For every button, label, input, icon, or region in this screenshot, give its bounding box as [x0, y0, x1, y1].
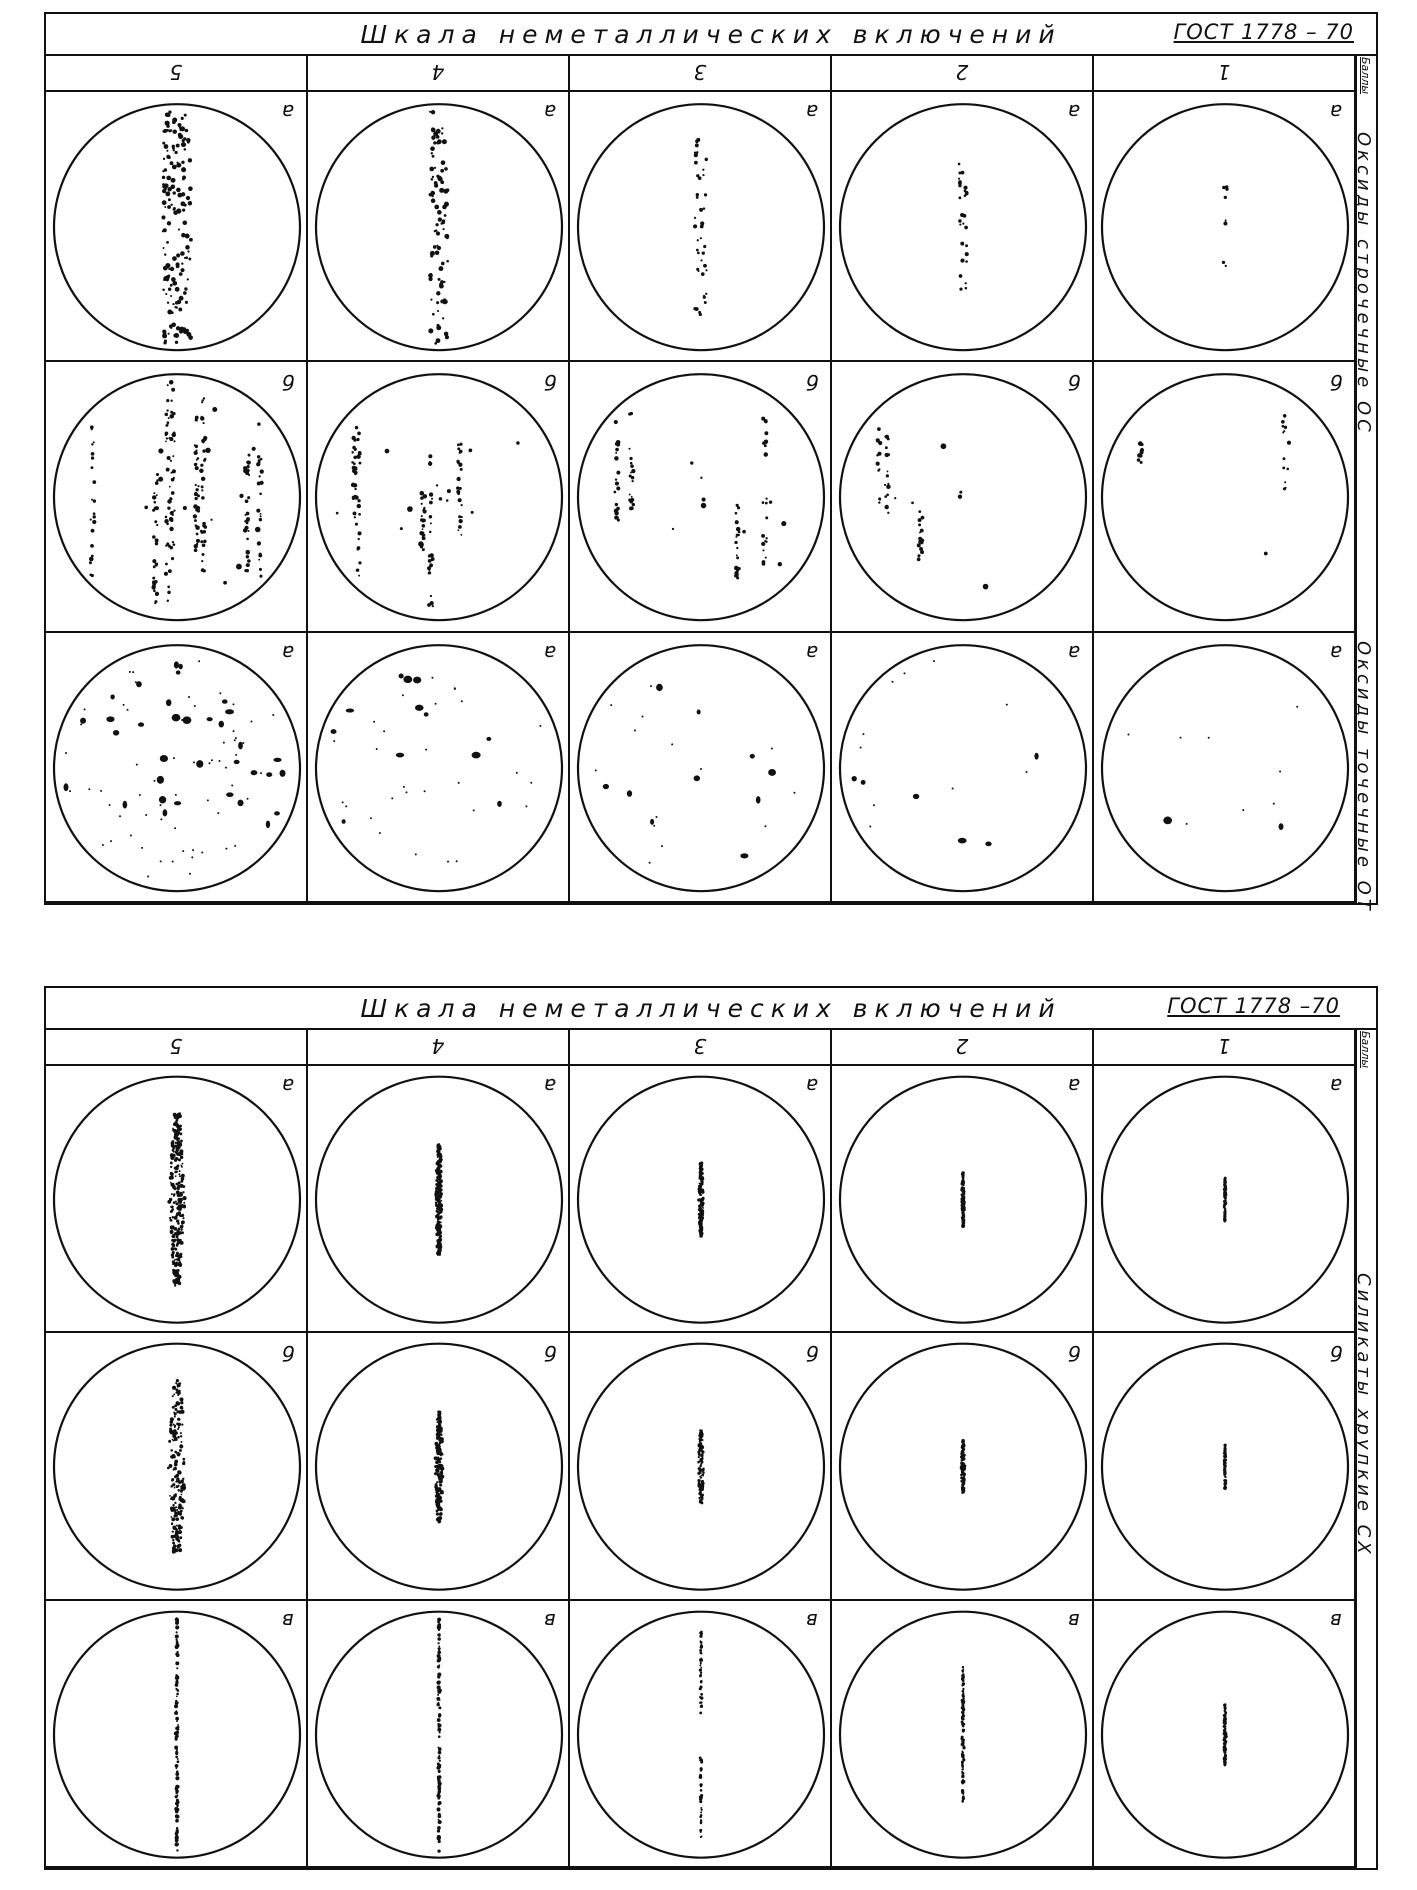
inclusions [167, 1112, 186, 1286]
row-letter: в [1330, 1608, 1342, 1633]
inclusions [331, 673, 542, 862]
row-letter: а [1329, 640, 1342, 665]
field-circle [578, 374, 824, 620]
microscope-field [46, 633, 308, 903]
specimen-cell [1094, 633, 1356, 903]
specimen-cell [570, 362, 832, 632]
specimen-cell [832, 1333, 1094, 1600]
column-header [570, 1028, 832, 1066]
row-letter: а [805, 1074, 818, 1098]
title-row [46, 14, 1376, 56]
specimen-cell [46, 1066, 308, 1333]
field-circle [840, 374, 1086, 620]
grades-label: Баллы [1359, 1031, 1372, 1069]
inclusions [693, 138, 708, 316]
row-letter: б [1067, 370, 1080, 395]
microscope-field [570, 1333, 832, 1600]
specimen-cell [1094, 92, 1356, 362]
inclusion-type-label: Оксиды точечные ОТ [1353, 640, 1374, 914]
microscope-field [308, 633, 570, 903]
microscope-field [46, 92, 308, 362]
specimen-cell [832, 92, 1094, 362]
inclusions [336, 426, 520, 607]
inclusions [434, 1411, 445, 1524]
microscope-field [570, 1066, 832, 1333]
inclusion-scale-sheet [44, 12, 1378, 914]
microscope-field [46, 362, 308, 632]
inclusions [960, 1439, 967, 1494]
microscope-field [308, 1066, 570, 1333]
microscope-field [308, 1601, 570, 1868]
specimen-cell [832, 1601, 1094, 1868]
column-header [308, 54, 570, 92]
inclusion-type-label: Силикаты хрупкие СХ [1353, 1273, 1374, 1558]
row-letter: а [805, 640, 818, 665]
inclusion-type-label: Оксиды строчечные ОС [1353, 132, 1374, 436]
specimen-cell [832, 362, 1094, 632]
specimen-cell [832, 633, 1094, 903]
microscope-field [1094, 362, 1356, 632]
sheet-title: Шкала неметаллических включений [360, 20, 1062, 49]
specimen-cell [46, 1333, 308, 1600]
row-letter: в [1068, 1608, 1080, 1633]
inclusions [174, 1617, 180, 1851]
microscope-field [1094, 1601, 1356, 1868]
row-letter: а [281, 1074, 294, 1098]
microscope-field [308, 92, 570, 362]
inclusions [960, 1666, 965, 1803]
microscope-field [46, 1066, 308, 1333]
grades-label: Баллы [1359, 57, 1372, 95]
inclusions [1222, 185, 1229, 267]
specimen-cell [46, 1601, 308, 1868]
field-circle [1102, 374, 1348, 620]
column-header [308, 1028, 570, 1066]
inclusions [958, 163, 969, 291]
microscope-field [1094, 1066, 1356, 1333]
field-circle [54, 104, 300, 350]
microscope-field [832, 92, 1094, 362]
specimen-cell [308, 633, 570, 903]
specimen-cell [1094, 1601, 1356, 1868]
microscope-field [832, 1066, 1094, 1333]
field-circle [840, 104, 1086, 350]
microscope-field [1094, 1333, 1356, 1600]
grade-number: 4 [431, 60, 445, 84]
microscope-field [308, 1333, 570, 1600]
specimen-cell [570, 633, 832, 903]
specimen-cell [46, 362, 308, 632]
gost-label: ГОСТ 1778 –70 [1167, 994, 1340, 1018]
field-circle [840, 1608, 1086, 1857]
field-circle [840, 645, 1086, 891]
inclusions [699, 1630, 704, 1837]
field-circle [1102, 645, 1348, 891]
grade-number: 4 [431, 1034, 445, 1058]
inclusions [876, 428, 989, 590]
row-letter: а [1329, 1074, 1342, 1098]
microscope-field [832, 1333, 1094, 1600]
inclusions [161, 110, 193, 344]
grade-number: 2 [955, 1034, 969, 1058]
specimen-cell [308, 362, 570, 632]
column-header [46, 1028, 308, 1066]
specimen-cell [308, 1066, 570, 1333]
grade-number: 1 [1217, 60, 1231, 84]
specimen-cell [832, 1066, 1094, 1333]
specimen-cell [46, 92, 308, 362]
row-letter: б [543, 370, 556, 395]
row-letter: а [1067, 100, 1080, 124]
field-circle [54, 1077, 300, 1323]
row-letter: в [544, 1608, 556, 1633]
row-letter: а [805, 100, 818, 124]
row-letter: б [1329, 370, 1342, 395]
inclusions [434, 1143, 443, 1256]
specimen-cell [308, 1601, 570, 1868]
row-letter: а [543, 1074, 556, 1098]
grade-number: 3 [693, 1034, 707, 1058]
column-header [46, 54, 308, 92]
inclusions [167, 1379, 186, 1554]
specimen-cell [570, 92, 832, 362]
microscope-field [46, 1333, 308, 1600]
row-letter: а [543, 100, 556, 124]
inclusions [89, 380, 264, 604]
row-letter: а [281, 640, 294, 665]
microscope-field [1094, 633, 1356, 903]
row-letter: в [806, 1608, 818, 1633]
field-circle [54, 645, 300, 891]
microscope-field [832, 633, 1094, 903]
column-header [832, 54, 1094, 92]
grade-number: 3 [693, 60, 707, 84]
row-letter: а [1329, 100, 1342, 124]
row-letter: б [543, 1341, 556, 1366]
field-circle [316, 645, 562, 891]
microscope-field [570, 1601, 832, 1868]
microscope-field [570, 92, 832, 362]
column-header [570, 54, 832, 92]
microscope-field [832, 1601, 1094, 1868]
row-letter: б [805, 370, 818, 395]
specimen-cell [46, 633, 308, 903]
inclusions [1223, 1444, 1227, 1490]
inclusions [595, 683, 796, 863]
specimen-cell [570, 1066, 832, 1333]
inclusions [697, 1161, 705, 1237]
title-row [46, 988, 1376, 1030]
side-label-column [1353, 54, 1376, 914]
inclusions [436, 1617, 441, 1852]
specimen-cell [570, 1601, 832, 1868]
grade-number: 2 [955, 60, 969, 84]
microscope-field [570, 362, 832, 632]
microscope-field [1094, 92, 1356, 362]
inclusions [428, 110, 449, 345]
grade-number: 5 [169, 1034, 183, 1058]
microscope-field [46, 1601, 308, 1868]
specimen-cell [308, 92, 570, 362]
gost-label: ГОСТ 1778 – 70 [1173, 20, 1354, 44]
row-letter: б [281, 1341, 294, 1366]
sheet-title: Шкала неметаллических включений [360, 994, 1062, 1023]
row-letter: а [543, 640, 556, 665]
inclusions [697, 1430, 705, 1505]
specimen-cell [570, 1333, 832, 1600]
row-letter: б [805, 1341, 818, 1366]
field-circle [1102, 104, 1348, 350]
row-letter: а [1067, 1074, 1080, 1098]
inclusions [64, 660, 286, 877]
inclusions [1127, 705, 1298, 829]
inclusion-scale-sheet [44, 986, 1378, 1870]
row-letter: а [281, 100, 294, 124]
inclusions [1222, 1703, 1227, 1766]
grade-number: 1 [1217, 1034, 1231, 1058]
inclusions [1137, 414, 1291, 555]
grade-number: 5 [169, 60, 183, 84]
specimen-cell [1094, 1333, 1356, 1600]
row-letter: б [1329, 1341, 1342, 1366]
row-letter: а [1067, 640, 1080, 665]
specimen-cell [1094, 1066, 1356, 1333]
side-label-column [1353, 1028, 1376, 1868]
specimen-cell [1094, 362, 1356, 632]
inclusions [852, 660, 1039, 846]
microscope-field [832, 362, 1094, 632]
column-header [1094, 1028, 1356, 1066]
row-letter: в [282, 1608, 294, 1633]
row-letter: б [281, 370, 294, 395]
row-letter: б [1067, 1341, 1080, 1366]
microscope-field [308, 362, 570, 632]
specimen-cell [308, 1333, 570, 1600]
inclusions [1223, 1177, 1228, 1223]
column-header [832, 1028, 1094, 1066]
field-circle [54, 374, 300, 620]
inclusions [613, 412, 786, 580]
inclusions [960, 1171, 966, 1228]
column-header [1094, 54, 1356, 92]
microscope-field [570, 633, 832, 903]
